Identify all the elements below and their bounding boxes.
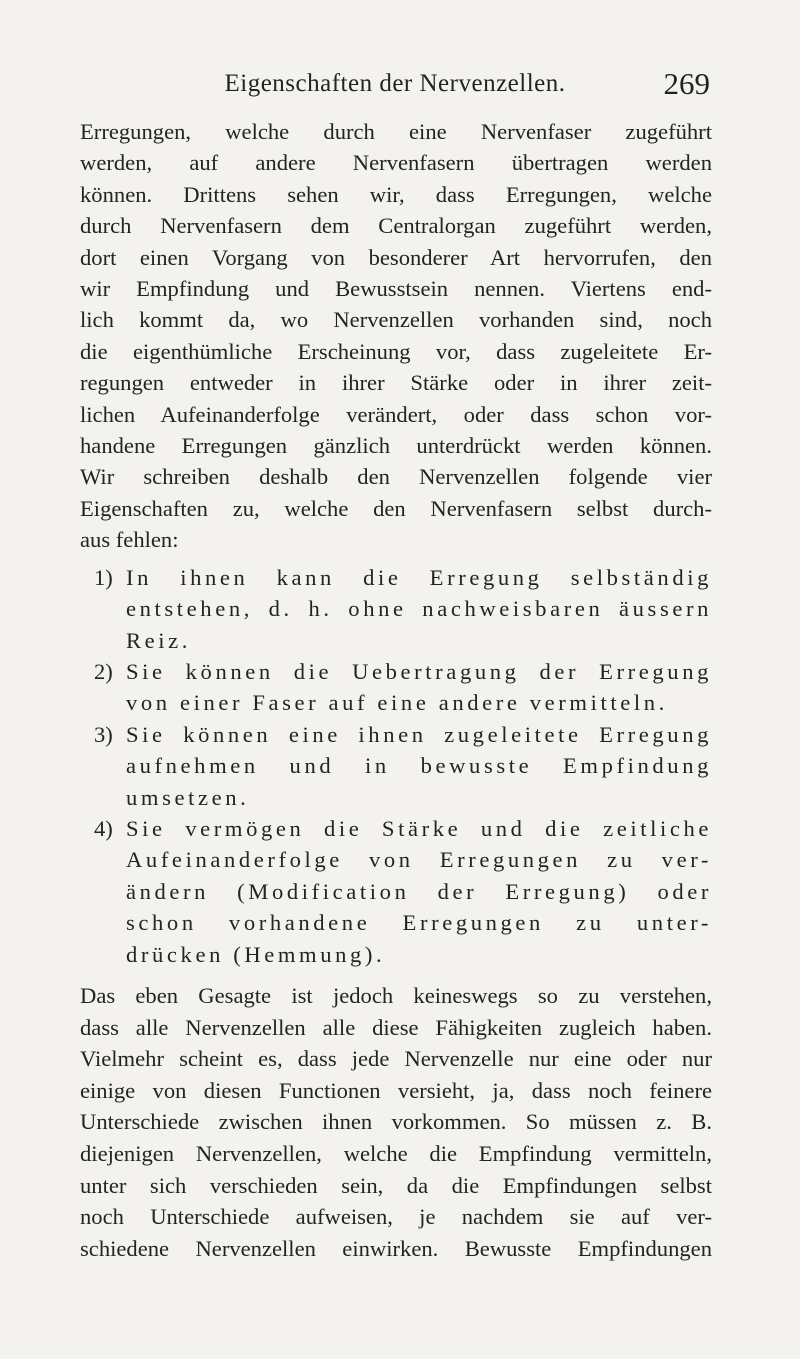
text-line: dass alle Nervenzellen alle diese Fähigkeiten zugleich haben. bbox=[80, 1014, 712, 1040]
list-number: 3) bbox=[94, 721, 113, 747]
paragraph-1 bbox=[80, 116, 712, 556]
property-list bbox=[80, 562, 712, 970]
list-number: 1) bbox=[94, 564, 113, 590]
text-line: Unterschiede zwischen ihnen vorkommen. So müssen z. B. bbox=[80, 1109, 712, 1135]
list-number: 2) bbox=[94, 658, 113, 684]
text-line: drücken (Hemmung). bbox=[126, 941, 386, 967]
text-line: Eigenschaften zu, welche den Nervenfasern selbst durch- bbox=[80, 495, 712, 521]
text-line: von einer Faser auf eine andere vermitteln. bbox=[126, 690, 668, 716]
text-line: durch Nervenfasern dem Centralorgan zugeführt werden, bbox=[80, 213, 712, 239]
text-line: wir Empfindung und Bewusstsein nennen. Viertens end- bbox=[80, 276, 712, 302]
text-line: Sie vermögen die Stärke und die zeitliche bbox=[126, 815, 712, 841]
text-line: schon vorhandene Erregungen zu unter- bbox=[126, 910, 712, 936]
text-line: noch Unterschiede aufweisen, je nachdem sie auf ver- bbox=[80, 1204, 712, 1230]
text-line: die eigenthümliche Erscheinung vor, dass zugeleitete Er- bbox=[80, 338, 712, 364]
page-number: 269 bbox=[663, 66, 710, 101]
text-line: dort einen Vorgang von besonderer Art hervorrufen, den bbox=[80, 244, 712, 270]
text-line: Vielmehr scheint es, dass jede Nervenzelle nur eine oder nur bbox=[80, 1046, 712, 1072]
text-line: Wir schreiben deshalb den Nervenzellen folgende vier bbox=[80, 464, 712, 490]
text-line: schiedene Nervenzellen einwirken. Bewusste Empfindungen bbox=[80, 1235, 712, 1261]
text-line: unter sich verschieden sein, da die Empfindungen selbst bbox=[80, 1172, 712, 1198]
text-line: ändern (Modification der Erregung) oder bbox=[126, 878, 712, 904]
text-line: entstehen, d. h. ohne nachweisbaren äussern bbox=[126, 596, 712, 622]
text-line: lich kommt da, wo Nervenzellen vorhanden sind, noch bbox=[80, 307, 712, 333]
page-body bbox=[80, 116, 712, 1264]
list-item bbox=[80, 719, 712, 813]
list-number: 4) bbox=[94, 815, 113, 841]
text-line: aus fehlen: bbox=[80, 527, 179, 553]
text-line: umsetzen. bbox=[126, 784, 250, 810]
text-line: Aufeinanderfolge von Erregungen zu ver- bbox=[126, 847, 712, 873]
text-line: Das eben Gesagte ist jedoch keineswegs so zu verstehen, bbox=[80, 982, 712, 1008]
text-line: Reiz. bbox=[126, 627, 192, 653]
text-line: können. Drittens sehen wir, dass Erregungen, welche bbox=[80, 181, 712, 207]
text-line: In ihnen kann die Erregung selbständig bbox=[126, 564, 712, 590]
text-line: werden, auf andere Nervenfasern übertragen werden bbox=[80, 150, 712, 176]
text-line: diejenigen Nervenzellen, welche die Empfindung vermitteln, bbox=[80, 1140, 712, 1166]
list-item bbox=[80, 562, 712, 656]
text-line: Sie können die Uebertragung der Erregung bbox=[126, 658, 712, 684]
running-header bbox=[80, 66, 710, 106]
text-line: Sie können eine ihnen zugeleitete Erregung bbox=[126, 721, 712, 747]
running-title: Eigenschaften der Nervenzellen. bbox=[224, 70, 566, 97]
list-item bbox=[80, 813, 712, 970]
paragraph-2 bbox=[80, 980, 712, 1264]
text-line: einige von diesen Functionen versieht, ja, dass noch feinere bbox=[80, 1077, 712, 1103]
text-line: regungen entweder in ihrer Stärke oder in ihrer zeit- bbox=[80, 370, 712, 396]
list-item bbox=[80, 656, 712, 719]
text-line: handene Erregungen gänzlich unterdrückt werden können. bbox=[80, 433, 712, 459]
text-line: aufnehmen und in bewusste Empfindung bbox=[126, 753, 712, 779]
text-line: Erregungen, welche durch eine Nervenfaser zugeführt bbox=[80, 119, 712, 144]
text-line: lichen Aufeinanderfolge verändert, oder dass schon vor- bbox=[80, 401, 712, 427]
